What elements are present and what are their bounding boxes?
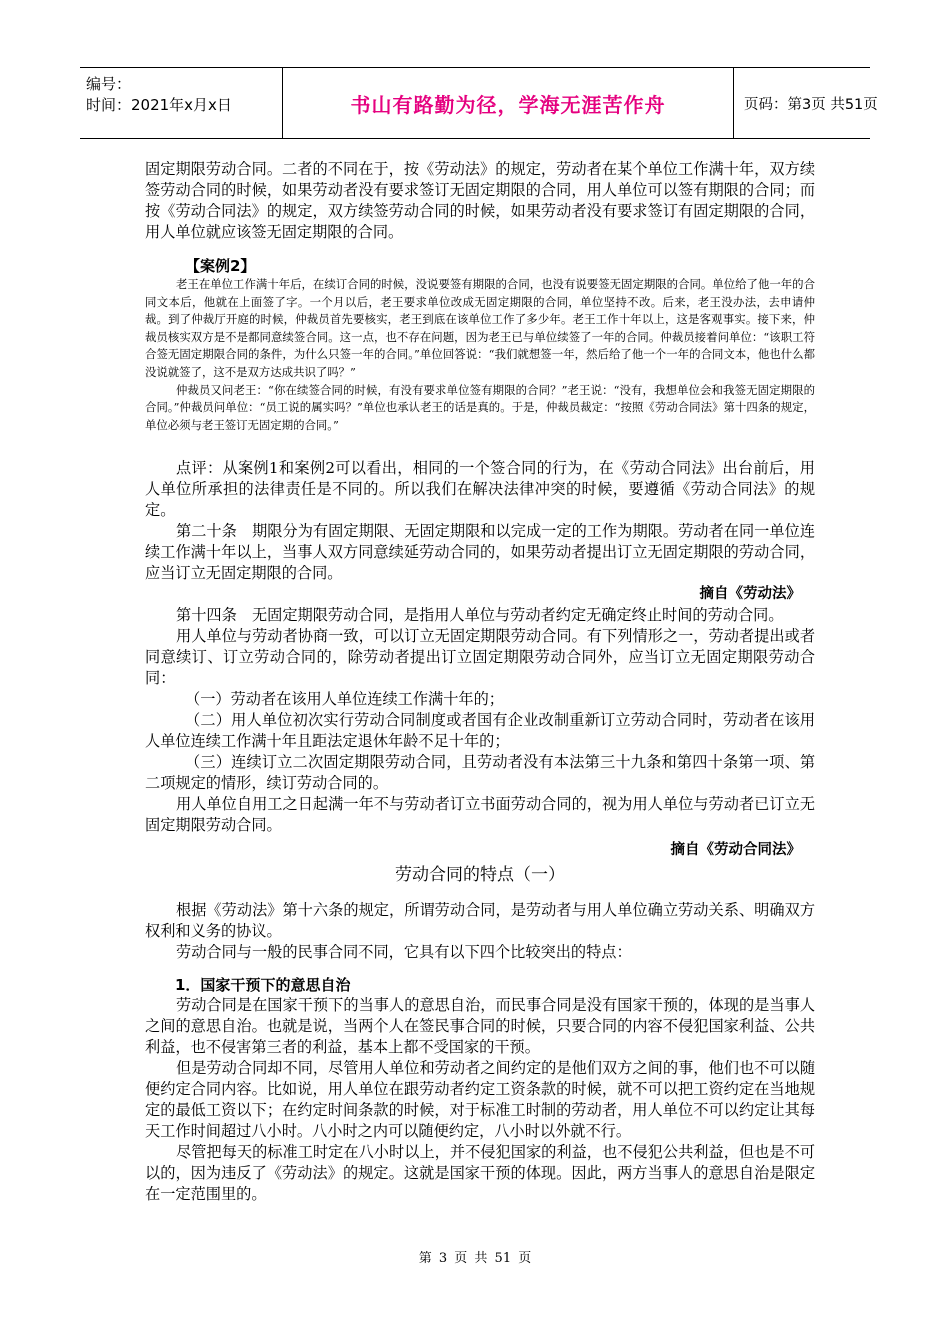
article-14-item-2: （二）用人单位初次实行劳动合同制度或者国有企业改制重新订立劳动合同时，劳动者在该用人单位连续工作满十年且距法定退休年龄不足十年的；	[145, 711, 815, 750]
page-footer: 第 3 页 共 51 页	[418, 1251, 532, 1266]
source-labor-law: 摘自《劳动法》	[699, 586, 801, 602]
body-block-4	[145, 974, 815, 1205]
body-block-3	[145, 900, 815, 963]
header-meta-cell	[80, 68, 282, 138]
article-14-paragraph-3: 用人单位自用工之日起满一年不与劳动者订立书面劳动合同的，视为用人单位与劳动者已订立无固定期限劳动合同。	[145, 795, 815, 834]
article-14: 第十四条 无固定期限劳动合同，是指用人单位与劳动者约定无确定终止时间的劳动合同。	[176, 606, 784, 624]
header-motto-cell	[282, 68, 734, 138]
section-title: 劳动合同的特点（一）	[395, 865, 565, 885]
subsection-paragraph-2: 但是劳动合同却不同，尽管用人单位和劳动者之间约定的是他们双方之间的事，他们也不可以随便约定合同内容。比如说，用人单位在跟劳动者约定工资条款的时候，就不可以把工资约定在当地规定的最低工资以下；在约定时间条款的时候，对于标准工时制的劳动者，用人单位不可以约定让其每天工作时间超过八小时。八小时之内可以随便约定，八小时以外就不行。	[145, 1059, 815, 1140]
body-block-1	[145, 159, 815, 243]
case2-paragraph-1: 老王在单位工作满十年后，在续订合同的时候，没说要签有期限的合同，也没有说要签无固定期限的合同。单位给了他一年的合同文本后，他就在上面签了字。一个月以后，老王要求单位改成无固定期限的合同，单位坚持不改。后来，老王没办法，去申请仲裁。到了仲裁厅开庭的时候，仲裁员首先要核实，老王到底在该单位工作了多少年。老王工作十年以上，这是客观事实。接下来，仲裁员核实双方是不是都同意续签合同。这一点，也不存在问题，因为老王已与单位续签了一年的合同。仲裁员接着问单位：“该职工符合签无固定期限合同的条件，为什么只签一年的合同。”单位回答说：“我们就想签一年，然后给了他一个一年的合同文本，他也什么都没说就签了，这不是双方达成共识了吗？”	[145, 277, 815, 379]
time-label: 时间：2021年x月x日	[86, 96, 232, 114]
number-label: 编号：	[86, 75, 132, 93]
body-block-2	[145, 458, 815, 861]
case2-paragraph-2: 仲裁员又问老王：“你在续签合同的时候，有没有要求单位签有期限的合同？”老王说：“没有，我想单位会和我签无固定期限的合同。”仲裁员问单位：“员工说的属实吗？”单位也承认老王的话是真的。于是，仲裁员裁定：“按照《劳动合同法》第十四条的规定，单位必须与老王签订无固定期的合同。”	[145, 382, 815, 432]
subsection-paragraph-1: 劳动合同是在国家干预下的当事人的意思自治，而民事合同是没有国家干预的，体现的是当事人之间的意思自治。也就是说，当两个人在签民事合同的时候，只要合同的内容不侵犯国家利益、公共利益，也不侵害第三者的利益，基本上都不受国家的干预。	[145, 996, 815, 1056]
case2-block	[145, 255, 815, 434]
case2-title: 【案例2】	[185, 257, 256, 275]
page-header	[80, 67, 878, 139]
page-label: 页码：第3页 共51页	[744, 96, 878, 113]
article-14-paragraph-2: 用人单位与劳动者协商一致，可以订立无固定期限劳动合同。有下列情形之一，劳动者提出或者同意续订、订立劳动合同的，除劳动者提出订立固定期限劳动合同外，应当订立无固定期限劳动合同：	[145, 627, 815, 687]
subsection-paragraph-3: 尽管把每天的标准工时定在八小时以上，并不侵犯国家的利益，也不侵犯公共利益，但也是不可以的，因为违反了《劳动法》的规定。这就是国家干预的体现。因此，两方当事人的意思自治是限定在一定范围里的。	[145, 1143, 815, 1203]
comment-paragraph: 点评：从案例1和案例2可以看出，相同的一个签合同的行为，在《劳动合同法》出台前后，用人单位所承担的法律责任是不同的。所以我们在解决法律冲突的时候，要遵循《劳动合同法》的规定。	[145, 459, 815, 519]
section-title-block	[145, 860, 815, 885]
case2-body	[145, 276, 815, 434]
article-14-item-1: （一）劳动者在该用人单位连续工作满十年的；	[185, 690, 504, 708]
source-labor-contract-law: 摘自《劳动合同法》	[670, 842, 801, 858]
section-paragraph-1: 根据《劳动法》第十六条的规定，所谓劳动合同，是劳动者与用人单位确立劳动关系、明确双方权利和义务的协议。	[145, 901, 815, 940]
motto: 书山有路勤为径，学海无涯苦作舟	[350, 92, 666, 117]
section-paragraph-2: 劳动合同与一般的民事合同不同，它具有以下四个比较突出的特点：	[176, 943, 632, 961]
subsection-title: 1．国家干预下的意思自治	[175, 976, 351, 994]
header-page-cell	[734, 68, 878, 138]
article-20: 第二十条 期限分为有固定期限、无固定期限和以完成一定的工作为期限。劳动者在同一单位连续工作满十年以上，当事人双方同意续延劳动合同的，如果劳动者提出订立无固定期限的劳动合同，应当订立无固定期限的合同。	[145, 522, 815, 582]
article-14-item-3: （三）连续订立二次固定期限劳动合同，且劳动者没有本法第三十九条和第四十条第一项、第二项规定的情形，续订劳动合同的。	[145, 753, 815, 792]
intro-paragraph: 固定期限劳动合同。二者的不同在于，按《劳动法》的规定，劳动者在某个单位工作满十年，双方续签劳动合同的时候，如果劳动者没有要求签订无固定期限的合同，用人单位可以签有期限的合同；而按《劳动合同法》的规定，双方续签劳动合同的时候，如果劳动者没有要求签订有固定期限的合同，用人单位就应该签无固定期限的合同。	[145, 160, 815, 241]
